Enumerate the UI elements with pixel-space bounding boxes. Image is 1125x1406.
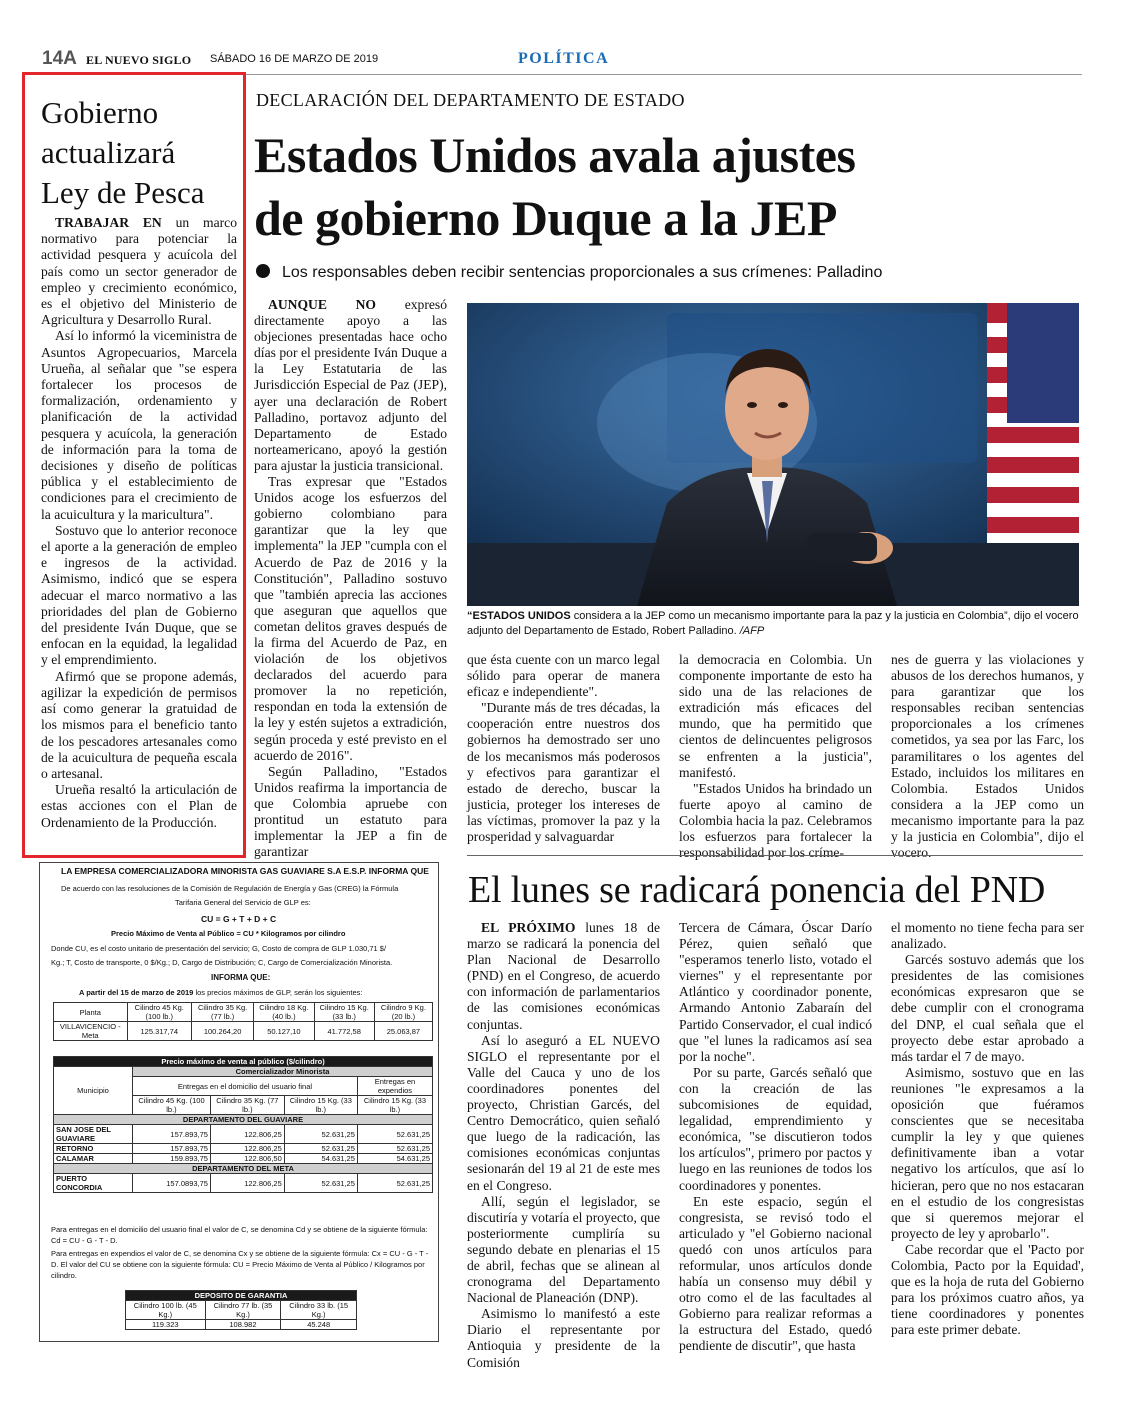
table-cell: 52.631,25 <box>357 1125 432 1144</box>
table-header: Cilindro 33 lb. (15 Kg.) <box>281 1301 357 1320</box>
headline-line: de gobierno Duque a la JEP <box>254 190 837 246</box>
table-cell: 54.631,25 <box>357 1154 432 1164</box>
sidebar-body <box>41 215 237 831</box>
table-cell: 159.893,75 <box>133 1154 211 1164</box>
table-cell: 52.631,25 <box>284 1174 357 1193</box>
photo-credit: /AFP <box>739 625 765 637</box>
ad-from-date: A partir del 15 de marzo de 2019 <box>79 988 194 997</box>
article-column-1 <box>254 297 447 860</box>
ad-from-text: los precios máximos de GLP, serán los siguientes: <box>193 988 363 997</box>
table-row <box>54 1067 433 1077</box>
table-cell: 52.631,25 <box>357 1144 432 1154</box>
newspaper-name: EL NUEVO SIGLO <box>86 53 192 67</box>
second-column-1 <box>467 920 660 1371</box>
table-cell: 54.631,25 <box>284 1154 357 1164</box>
sidebar-title-line: actualizará <box>41 135 176 170</box>
table-row <box>54 1115 433 1125</box>
ad-intro: Tarifaria General del Servicio de GLP es: <box>175 898 311 907</box>
table-cell: 52.631,25 <box>284 1125 357 1144</box>
table-header: Cilindro 15 Kg. (33 lb.) <box>314 1003 374 1022</box>
article-paragraph: En este espacio, según el congresista, se revisó todo el articulado y "el Gobierno nacional quedó con unos artículos para reformular, unos artículos donde había un consenso muy débil y otro como el de las facultades al Gobierno para realizar reformas a la estructura del Estado, quedó pendiente de discutir", que hasta <box>679 1193 872 1354</box>
article-paragraph: Allí, según el legislador, se discutiría y votaría el proyecto, que posteriormente cumpliría su segundo debate en plenarias el 15 de abril, fechas que se alinean al cronograma del Departamento Nacional de Planeación (DNP). <box>467 1193 660 1306</box>
table-header: Cilindro 45 Kg. (100 lb.) <box>133 1096 211 1115</box>
table-cell: 157.893,75 <box>133 1144 211 1154</box>
sidebar-title-line: Ley de Pesca <box>41 175 205 210</box>
table-title: DEPOSITO DE GARANTIA <box>126 1291 357 1301</box>
table-cell: 52.631,25 <box>357 1174 432 1193</box>
table-row <box>54 1174 433 1193</box>
sidebar-title-line: Gobierno <box>41 95 159 130</box>
table-row <box>54 1125 433 1144</box>
section-name: POLÍTICA <box>518 50 610 67</box>
article-lead: EL PRÓXIMO <box>481 920 576 935</box>
table-cell: 122.806,25 <box>210 1174 284 1193</box>
caption-lead: “ESTADOS UNIDOS <box>467 610 571 622</box>
article-column-4 <box>891 652 1084 861</box>
table-cell: 157.893,75 <box>133 1125 211 1144</box>
table-cell: PUERTO CONCORDIA <box>54 1174 133 1193</box>
table-row <box>126 1291 357 1301</box>
article-paragraph: el momento no tiene fecha para ser analizado. <box>891 920 1084 952</box>
ad-definition: Kg.; T, Costo de transporte, 0 $/Kg.; D, Cargo de Distribución; C, Cargo de Comercialización Minorista. <box>51 958 393 967</box>
table-cell: 157.0893,75 <box>133 1174 211 1193</box>
sidebar-paragraph <box>41 215 237 328</box>
article-paragraph: Así lo aseguró a EL NUEVO SIGLO el representante por el Valle del Cauca y uno de los coordinadores ponentes del proyecto, Christian Garcés, del Centro Democrático, quien señaló que luego de la radicación, las comisiones económicas conjuntas sesionarán del 19 al 21 de este mes en el Congreso. <box>467 1032 660 1193</box>
article-paragraph: Cabe recordar que el 'Pacto por Colombia, Pacto por la Equidad', que es la hoja de ruta del Gobierno para los próximos cuatro años, ya tiene coordinadores y ponentes para este primer debate. <box>891 1241 1084 1338</box>
sidebar-text: un marco normativo para potenciar la actividad pesquera y acuícola del país como un sector generador de empleo y crecimiento económico, es el objetivo del Ministerio de Agricultura y Desarrollo Rural. <box>41 215 237 328</box>
table-cell: RETORNO <box>54 1144 133 1154</box>
department-header: DEPARTAMENTO DEL META <box>54 1164 433 1174</box>
article-subhead <box>256 264 882 282</box>
ad-informa: INFORMA QUE: <box>211 973 271 982</box>
plant-price-table <box>53 1002 433 1041</box>
article-column-3 <box>679 652 872 861</box>
table-row <box>126 1301 357 1320</box>
page-number: 14A <box>42 48 77 69</box>
article-paragraph <box>254 297 447 474</box>
table-cell: 45.248 <box>281 1320 357 1330</box>
ad-intro: De acuerdo con las resoluciones de la Comisión de Regulación de Energía y Gas (CREG) la Fórmula <box>61 884 399 893</box>
table-cell: 125.317,74 <box>127 1022 191 1041</box>
table-header: Cilindro 9 Kg. (20 lb.) <box>374 1003 432 1022</box>
table-row <box>54 1154 433 1164</box>
table-header: Cilindro 18 Kg. (40 lb.) <box>254 1003 314 1022</box>
table-header: Entregas en expendios <box>357 1077 432 1096</box>
article-text: expresó directamente apoyo a las objeciones presentadas hace ocho días por el presidente Iván Duque a la Ley Estatutaria de las Jurisdicción Especial de Paz (JEP), ayer una declaración de Robert Palladino, portavoz adjunto del Departamento de Estado norteamericano, apoyó la gestión para ajustar la justicia transicional. <box>254 297 447 473</box>
ad-formula: Precio Máximo de Venta al Público = CU * Kilogramos por cilindro <box>111 929 346 938</box>
second-headline: El lunes se radicará ponencia del PND <box>468 869 1046 911</box>
table-header: Cilindro 15 Kg. (33 lb.) <box>284 1096 357 1115</box>
article-paragraph: que ésta cuente con un marco legal sólido para operar de manera eficaz e independiente". <box>467 652 660 700</box>
table-cell: 25.063,87 <box>374 1022 432 1041</box>
ad-definition: Donde CU, es el costo unitario de presentación del servicio; G, Costo de compra de GLP 1.030,71 $/ <box>51 944 387 953</box>
table-cell: VILLAVICENCIO - Meta <box>54 1022 128 1041</box>
table-row <box>54 1003 433 1022</box>
article-paragraph: "Estados Unidos ha brindado un fuerte apoyo al camino de Colombia hacia la paz. Celebramos los esfuerzos para fortalecer la responsabilidad por los críme- <box>679 780 872 861</box>
article-paragraph: nes de guerra y las violaciones y abusos de los derechos humanos, y para garantizar que los responsables reciban sentencias proporcionales a los crímenes cometidos, ya sea por las Farc, los paramilitares o los agentes del Estado, incluidos los militares en Colombia. Estados Unidos considera a la JEP como un mecanismo importante para la paz y la justicia en Colombia", dijo el vocero. <box>891 652 1084 861</box>
table-row <box>54 1057 433 1067</box>
table-cell: 100.264,20 <box>192 1022 254 1041</box>
deposit-table <box>125 1290 357 1330</box>
headline-line: Estados Unidos avala ajustes <box>254 127 856 183</box>
table-header: Cilindro 77 lb. (35 Kg.) <box>205 1301 281 1320</box>
ad-formula: CU = G + T + D + C <box>201 914 277 924</box>
article-headline <box>254 124 1074 250</box>
spokesperson-photo <box>467 303 1079 606</box>
article-column-2 <box>467 652 660 845</box>
table-header: Entregas en el domicilio del usuario final <box>133 1077 358 1096</box>
table-cell: 41.772,58 <box>314 1022 374 1041</box>
ad-note: Para entregas en expendios el valor de C, se denomina Cx y se obtiene de la siguiente fórmula: Cx = CU - G - T - D. El valor del CU se obtiene con la siguiente fórmula: CU = Precio Máximo de Venta al Público / Kilogramos por cilindro. <box>51 1249 429 1280</box>
table-header: Cilindro 15 Kg. (33 lb.) <box>357 1096 432 1115</box>
article-paragraph: Según Palladino, "Estados Unidos reafirma la importancia de que Colombia apruebe con prontitud un estatuto para implementar la JEP a fin de garantizar <box>254 763 447 860</box>
second-column-3 <box>891 920 1084 1338</box>
article-paragraph: Asimismo, sostuvo que en las reuniones "le expresamos a la oposición que fuéramos conscientes que se necesitaba cumplir la ley y que quienes definitivamente iban a votar negativo los artículos, que así lo hicieran, pero que no nos estacaran en el estudio de los congresistas que si queremos mejorar el proyecto de ley y aprobarlo". <box>891 1064 1084 1241</box>
article-paragraph: Garcés sostuvo además que los presidentes de las comisiones económicas expresaron que se debe cumplir con el cronograma del DNP, el cual señala que el proyecto debe estar aprobado a más tardar el 7 de mayo. <box>891 952 1084 1064</box>
sidebar-lead: TRABAJAR EN <box>55 215 162 230</box>
table-header: Cilindro 35 Kg. (77 lb.) <box>210 1096 284 1115</box>
table-cell: 50.127,10 <box>254 1022 314 1041</box>
article-paragraph: Tras expresar que "Estados Unidos acoge los esfuerzos del gobierno colombiano para garantizar que la ley que implementa" la JEP "cumpla con el Acuerdo de Paz de 2016 y la Constitución", Palladino sostuvo que "también aprecia las acciones que aseguran que aquellos que cometan delitos graves después de la firma del Acuerdo de Paz, en violación de los objetivos declarados del acuerdo para promover la no repetición, respondan en toda la extensión de la ley y estén sujetos a extradición, según proceda y esté previsto en el acuerdo de 2016". <box>254 474 447 763</box>
ad-title: LA EMPRESA COMERCIALIZADORA MINORISTA GAS GUAVIARE S.A E.S.P. INFORMA QUE <box>61 866 429 876</box>
ad-note: Para entregas en el domicilio del usuario final el valor de C, se denomina Cd y se obtiene de la siguiente fórmula: Cd = CU - G - T - D. <box>51 1225 428 1245</box>
article-paragraph: Por su parte, Garcés señaló que con la creación de las subcomisiones de equidad, legalidad, emprendimiento y económica, "se discutieron todos los artículos", primero por pactos y luego en las reuniones de todos los coordinadores y ponentes. <box>679 1064 872 1193</box>
table-row <box>54 1144 433 1154</box>
gas-advertisement <box>25 862 445 1342</box>
sidebar-paragraph: Afirmó que se propone además, agilizar la expedición de permisos así como generar la gratuidad de los mismos para el beneficio tanto de los pescadores artesanales como de la acuicultura de pequeña escala o artesanal. <box>41 668 237 781</box>
table-row <box>126 1320 357 1330</box>
subhead-text: Los responsables deben recibir sentencias proporcionales a sus crímenes: Palladino <box>282 264 883 281</box>
article-lead: AUNQUE NO <box>268 297 377 312</box>
article-paragraph: Tercera de Cámara, Óscar Darío Pérez, quien señaló que "esperamos tenerlo listo, votado el viernes" y el representante por Atlántico y coordinador ponente, Armando Antonio Zabaraín del Partido Conservador, el cual indicó que "el lunes la radicamos así sea por la noche". <box>679 920 872 1064</box>
table-row <box>54 1022 433 1041</box>
article-paragraph: la democracia en Colombia. Un componente importante de esto ha sido una de las relaciones de extradición más eficaces del mundo, que ha permitido que cientos de delincuentes peligrosos se enfrenten a la justicia", manifestó. <box>679 652 872 780</box>
article-paragraph <box>467 920 660 1033</box>
caption-text: considera a la JEP como un mecanismo importante para la paz y la justicia en Colombia”, dijo el vocero adjunto del Departamento de Estado, Robert Palladino. <box>467 610 1079 637</box>
table-header: Planta <box>54 1003 128 1022</box>
sidebar-article <box>22 72 246 858</box>
issue-date: SÁBADO 16 DE MARZO DE 2019 <box>210 53 379 65</box>
sidebar-paragraph: Así lo informó la viceministra de Asuntos Agropecuarios, Marcela Urueña, al señalar que "se espera fortalecer los procesos de formalización, ordenamiento y planificación de la actividad pesquera y acuícola, la generación de información para la toma de decisiones y diseño de políticas pública y el establecimiento de condiciones para el crecimiento de la acuicultura y la maricultura". <box>41 328 237 522</box>
article-paragraph: "Durante más de tres décadas, la cooperación entre nuestros dos gobiernos ha demostrado ser uno de los mecanismos más poderosos y efectivos para garantizar el estado de derecho, buscar la justicia, proteger los intereses de las víctimas, promover la paz y la prosperidad y salvaguardar <box>467 700 660 845</box>
sidebar-paragraph: Urueña resaltó la articulación de estas acciones con el Plan de Ordenamiento de la Producción. <box>41 782 237 830</box>
article-paragraph: Asimismo lo manifestó a este Diario el representante por Antioquia y presidente de la Comisión <box>467 1306 660 1370</box>
table-subtitle: Comercializador Minorista <box>133 1067 433 1077</box>
table-cell: 122.806,50 <box>210 1154 284 1164</box>
retail-price-table <box>53 1056 433 1193</box>
table-cell: 122.806,25 <box>210 1125 284 1144</box>
table-header: Cilindro 35 Kg. (77 lb.) <box>192 1003 254 1022</box>
article-text: lunes 18 de marzo se radicará la ponencia del Plan Nacional de Desarrollo (PND) en el Congreso, de acuerdo con información de parlamentarios de las comisiones económicas conjuntas. <box>467 920 660 1032</box>
sidebar-title <box>41 93 241 213</box>
table-header: Municipio <box>54 1067 133 1115</box>
ad-from <box>79 988 362 997</box>
table-cell: SAN JOSE DEL GUAVIARE <box>54 1125 133 1144</box>
article-kicker: DECLARACIÓN DEL DEPARTAMENTO DE ESTADO <box>256 90 685 110</box>
table-header: Cilindro 100 lb. (45 Kg.) <box>126 1301 206 1320</box>
second-column-2 <box>679 920 872 1355</box>
table-cell: 119.323 <box>126 1320 206 1330</box>
table-cell: CALAMAR <box>54 1154 133 1164</box>
photo-caption <box>467 609 1079 639</box>
table-cell: 52.631,25 <box>284 1144 357 1154</box>
table-header: Cilindro 45 Kg. (100 lb.) <box>127 1003 191 1022</box>
table-row <box>54 1164 433 1174</box>
department-header: DEPARTAMENTO DEL GUAVIARE <box>54 1115 433 1125</box>
sidebar-paragraph: Sostuvo que lo anterior reconoce el aporte a la generación de empleo e ingresos de la actividad. Asimismo, indicó que se espera adecuar el marco normativo a las prioridades del plan de Gobierno del presidente Iván Duque, que se enfocan en la equidad, la legalidad y el emprendimiento. <box>41 522 237 668</box>
article-photo <box>467 303 1079 606</box>
table-cell: 108.982 <box>205 1320 281 1330</box>
bullet-icon <box>256 264 270 278</box>
table-title: Precio máximo de venta al público ($/cilindro) <box>54 1057 433 1067</box>
table-cell: 122.806,25 <box>210 1144 284 1154</box>
section-divider <box>467 855 1083 856</box>
